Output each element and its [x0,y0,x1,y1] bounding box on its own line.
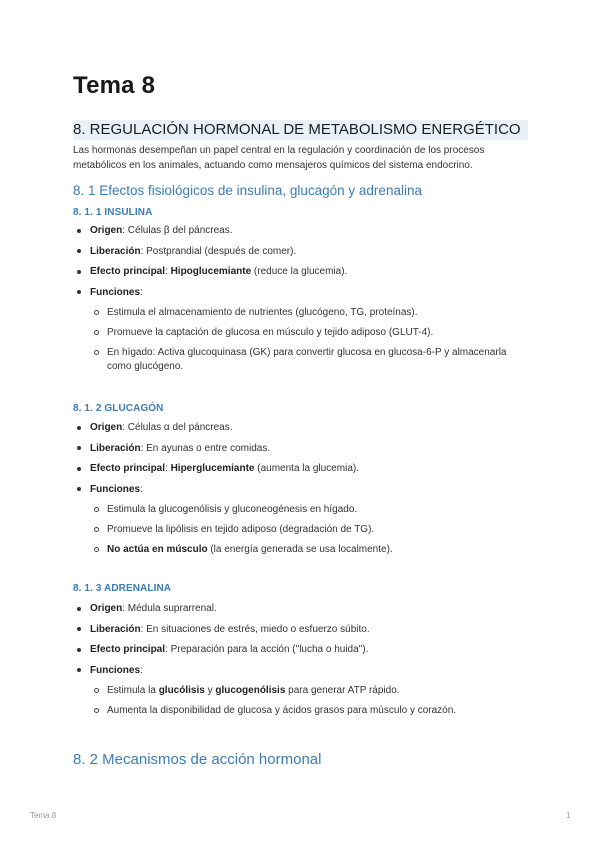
section-heading: 8. REGULACIÓN HORMONAL DE METABOLISMO ENERGÉTICO [73,120,528,140]
sublist-item: Aumenta la disponibilidad de glucosa y ácidos grasos para músculo y corazón. [90,704,533,718]
list-item-efecto: Efecto principal: Hiperglucemiante (aumenta la glucemia). [73,462,533,475]
sublist-funciones [90,684,533,718]
heading-glucagon: 8. 1. 2 GLUCAGÓN [73,403,164,414]
sublist-item: Promueve la captación de glucosa en músculo y tejido adiposo (GLUT-4). [90,326,533,340]
list-item-origen: Origen: Médula suprarrenal. [73,602,533,615]
list-item-liberacion: Liberación: En situaciones de estrés, miedo o esfuerzo súbito. [73,623,533,636]
sublist-item: No actúa en músculo (la energía generada se usa localmente). [90,543,533,557]
list-item-funciones: Funciones: Estimula el almacenamiento de nutrientes (glucógeno, TG, proteínas). Promueve la captación de glucosa en músculo y tejido adiposo (GLUT-4). En hígado: Activa glucoquinasa (GK) para convertir glucosa en glucosa-6-P y almacenarla como glucógeno. [73,286,533,374]
list-item-funciones: Funciones: Estimula la glucólisis y glucogenólisis para generar ATP rápido. Aumenta la disponibilidad de glucosa y ácidos grasos para músculo y corazón. [73,664,533,718]
sublist-funciones [90,503,533,557]
section-intro: Las hormonas desempeñan un papel central en la regulación y coordinación de los procesos metabólicos en los animales, actuando como mensajeros químicos del sistema endocrino. [73,145,485,171]
list-item-liberacion: Liberación: Postprandial (después de comer). [73,245,533,258]
page-title: Tema 8 [73,72,156,99]
list-item-funciones: Funciones: Estimula la glucogenólisis y gluconeogénesis en hígado. Promueve la lipólisis en tejido adiposo (degradación de TG). No actúa en músculo (la energía generada se usa localmente). [73,483,533,557]
footer-page-number: 1 [566,811,571,820]
subsection-heading-effects: 8. 1 Efectos fisiológicos de insulina, glucagón y adrenalina [73,183,422,198]
list-item-efecto: Efecto principal: Hipoglucemiante (reduce la glucemia). [73,265,533,278]
list-item-origen: Origen: Células α del páncreas. [73,421,533,434]
sublist-item: Estimula la glucólisis y glucogenólisis para generar ATP rápido. [90,684,533,698]
sublist-item: Promueve la lipólisis en tejido adiposo (degradación de TG). [90,523,533,537]
list-glucagon [73,421,533,564]
list-item-liberacion: Liberación: En ayunas o entre comidas. [73,442,533,455]
heading-adrenalina: 8. 1. 3 ADRENALINA [73,583,172,594]
list-item-origen: Origen: Células β del páncreas. [73,224,533,237]
sublist-item: En hígado: Activa glucoquinasa (GK) para convertir glucosa en glucosa-6-P y almacenarla como glucógeno. [90,346,533,374]
list-item-efecto: Efecto principal: Preparación para la acción ("lucha o huida"). [73,643,533,656]
list-adrenalina [73,602,533,725]
sublist-funciones [90,306,533,374]
subsection-heading-mechanisms: 8. 2 Mecanismos de acción hormonal [73,751,322,768]
heading-insulina: 8. 1. 1 INSULINA [73,207,153,218]
footer-doc-name: Tema 8 [30,811,57,820]
list-insulina [73,224,533,381]
sublist-item: Estimula la glucogenólisis y gluconeogénesis en hígado. [90,503,533,517]
sublist-item: Estimula el almacenamiento de nutrientes (glucógeno, TG, proteínas). [90,306,533,320]
